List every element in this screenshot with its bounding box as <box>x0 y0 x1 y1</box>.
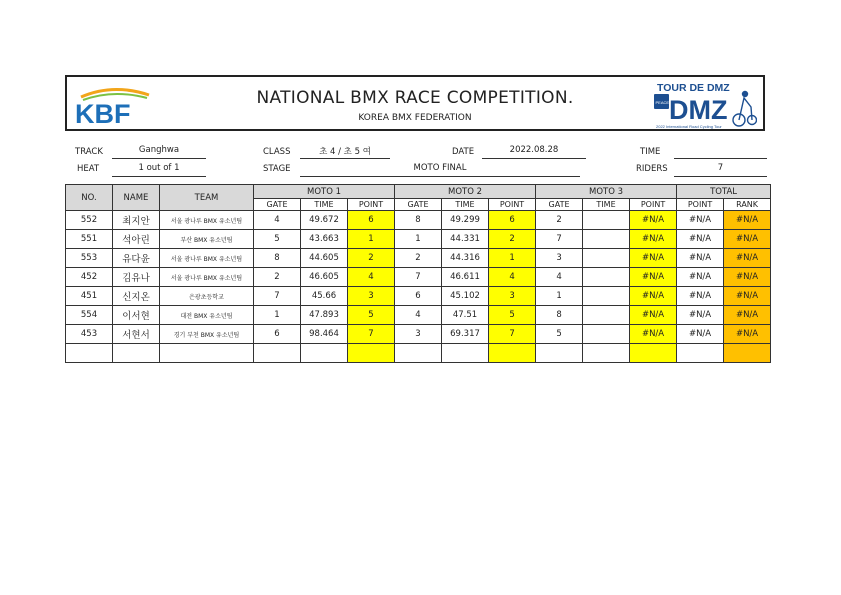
cell-m1-time: 44.605 <box>301 249 348 268</box>
cell-m1-time <box>301 344 348 363</box>
rank-header: RANK <box>724 199 771 211</box>
riders-underline <box>674 176 767 177</box>
cell-m3-gate: 5 <box>536 325 583 344</box>
cell-m3-point <box>630 344 677 363</box>
class-value: 초 4 / 초 5 여 <box>319 147 371 157</box>
cell-no: 552 <box>66 211 113 230</box>
cell-name: 유다윤 <box>113 249 160 268</box>
m2-point-header: POINT <box>489 199 536 211</box>
cell-m3-time <box>583 249 630 268</box>
m1-point-header: POINT <box>348 199 395 211</box>
cell-m2-time: 46.611 <box>442 268 489 287</box>
cell-name: 서현서 <box>113 325 160 344</box>
cell-rank: #N/A <box>724 325 771 344</box>
cell-m1-gate: 8 <box>254 249 301 268</box>
heat-value: 1 out of 1 <box>138 163 180 173</box>
cell-m3-gate: 8 <box>536 306 583 325</box>
cell-name: 이서현 <box>113 306 160 325</box>
moto1-header: MOTO 1 <box>254 185 395 199</box>
cell-m2-point: 3 <box>489 287 536 306</box>
cell-m3-time <box>583 325 630 344</box>
cell-m1-gate: 6 <box>254 325 301 344</box>
riders-label: RIDERS <box>636 164 668 174</box>
cell-m2-time: 45.102 <box>442 287 489 306</box>
stage-label: STAGE <box>263 164 291 174</box>
cell-m3-point: #N/A <box>630 211 677 230</box>
cell-m1-gate: 1 <box>254 306 301 325</box>
cell-m1-gate <box>254 344 301 363</box>
cell-m2-gate: 6 <box>395 287 442 306</box>
cell-team: 경기 부천 BMX 유소년팀 <box>160 325 254 344</box>
time-underline <box>674 158 767 159</box>
cell-rank: #N/A <box>724 306 771 325</box>
date-underline <box>482 158 586 159</box>
cell-team <box>160 344 254 363</box>
table-row <box>66 230 771 249</box>
cell-total-point: #N/A <box>677 230 724 249</box>
cell-m2-gate: 2 <box>395 249 442 268</box>
cell-name: 신지온 <box>113 287 160 306</box>
cell-m1-time: 46.605 <box>301 268 348 287</box>
cell-m3-point: #N/A <box>630 287 677 306</box>
cell-m1-point: 6 <box>348 211 395 230</box>
cell-m3-point: #N/A <box>630 230 677 249</box>
m3-time-header: TIME <box>583 199 630 211</box>
total-header: TOTAL <box>677 185 771 199</box>
tour-de-dmz-logo <box>653 80 757 130</box>
dmz-logo-line2: DMZ <box>669 95 728 125</box>
cell-total-point <box>677 344 724 363</box>
time-label: TIME <box>640 147 661 157</box>
cell-total-point: #N/A <box>677 287 724 306</box>
table-row <box>66 268 771 287</box>
cell-no: 551 <box>66 230 113 249</box>
track-underline <box>112 158 206 159</box>
table-row <box>66 325 771 344</box>
heat-underline <box>112 176 206 177</box>
cell-rank: #N/A <box>724 249 771 268</box>
cell-m1-gate: 4 <box>254 211 301 230</box>
cell-m2-time: 49.299 <box>442 211 489 230</box>
cell-m3-gate: 3 <box>536 249 583 268</box>
cell-m1-point: 2 <box>348 249 395 268</box>
cell-m1-point: 4 <box>348 268 395 287</box>
cell-no: 453 <box>66 325 113 344</box>
cell-m1-time: 43.663 <box>301 230 348 249</box>
cell-rank: #N/A <box>724 211 771 230</box>
cell-rank: #N/A <box>724 268 771 287</box>
cell-team: 대전 BMX 유소년팀 <box>160 306 254 325</box>
dmz-logo-line3: 2022 International Road Cycling Tour <box>656 124 722 129</box>
m2-time-header: TIME <box>442 199 489 211</box>
cell-m2-gate <box>395 344 442 363</box>
col-team-header: TEAM <box>160 185 254 211</box>
m3-gate-header: GATE <box>536 199 583 211</box>
cell-total-point: #N/A <box>677 268 724 287</box>
cell-rank: #N/A <box>724 230 771 249</box>
cell-m2-time: 44.331 <box>442 230 489 249</box>
cell-m1-point: 5 <box>348 306 395 325</box>
cell-m3-point: #N/A <box>630 325 677 344</box>
cell-m3-time <box>583 268 630 287</box>
cell-m3-gate <box>536 344 583 363</box>
cell-no <box>66 344 113 363</box>
cyclist-icon <box>733 92 757 127</box>
cell-team: 은광초등학교 <box>160 287 254 306</box>
cell-m1-point <box>348 344 395 363</box>
cell-m1-point: 7 <box>348 325 395 344</box>
col-name-header: NAME <box>113 185 160 211</box>
cell-total-point: #N/A <box>677 306 724 325</box>
cell-m3-gate: 4 <box>536 268 583 287</box>
cell-total-point: #N/A <box>677 249 724 268</box>
cell-m3-time <box>583 287 630 306</box>
cell-m3-gate: 2 <box>536 211 583 230</box>
cell-m2-time: 69.317 <box>442 325 489 344</box>
cell-m1-time: 49.672 <box>301 211 348 230</box>
stage-underline <box>300 176 580 177</box>
class-underline <box>300 158 390 159</box>
date-value: 2022.08.28 <box>509 145 559 155</box>
table-header-row <box>66 185 771 199</box>
cell-m1-point: 1 <box>348 230 395 249</box>
cell-team: 서울 광나루 BMX 유소년팀 <box>160 249 254 268</box>
cell-no: 451 <box>66 287 113 306</box>
dmz-logo-line1: TOUR DE DMZ <box>657 82 730 94</box>
dmz-logo-badge: PEACE <box>655 100 670 105</box>
cell-m1-gate: 7 <box>254 287 301 306</box>
cell-m1-time: 47.893 <box>301 306 348 325</box>
cell-no: 554 <box>66 306 113 325</box>
m1-time-header: TIME <box>301 199 348 211</box>
cell-m2-gate: 7 <box>395 268 442 287</box>
col-no-header: NO. <box>66 185 113 211</box>
m1-gate-header: GATE <box>254 199 301 211</box>
cell-m2-point: 6 <box>489 211 536 230</box>
stage-value: MOTO FINAL <box>413 163 467 173</box>
table-row <box>66 211 771 230</box>
cell-m3-point: #N/A <box>630 249 677 268</box>
cell-rank <box>724 344 771 363</box>
cell-name: 석아린 <box>113 230 160 249</box>
cell-total-point: #N/A <box>677 325 724 344</box>
moto2-header: MOTO 2 <box>395 185 536 199</box>
cell-m2-point <box>489 344 536 363</box>
table-row <box>66 287 771 306</box>
cell-m2-gate: 8 <box>395 211 442 230</box>
table-row <box>66 249 771 268</box>
cell-m2-point: 7 <box>489 325 536 344</box>
header-box <box>65 75 765 131</box>
kbf-logo-text: KBF <box>75 99 131 125</box>
heat-label: HEAT <box>77 164 100 174</box>
riders-value: 7 <box>717 163 724 173</box>
table-row-empty <box>66 344 771 363</box>
cell-no: 452 <box>66 268 113 287</box>
m3-point-header: POINT <box>630 199 677 211</box>
cell-m1-gate: 2 <box>254 268 301 287</box>
m2-gate-header: GATE <box>395 199 442 211</box>
cell-m1-time: 98.464 <box>301 325 348 344</box>
cell-m2-time: 47.51 <box>442 306 489 325</box>
cell-total-point: #N/A <box>677 211 724 230</box>
results-table <box>65 184 771 363</box>
cell-team: 서울 광나루 BMX 유소년팀 <box>160 268 254 287</box>
table-body <box>66 211 771 363</box>
page-title: NATIONAL BMX RACE COMPETITION. <box>256 88 574 108</box>
date-label: DATE <box>452 147 475 157</box>
cell-m3-point: #N/A <box>630 306 677 325</box>
cell-name: 김유나 <box>113 268 160 287</box>
table-row <box>66 306 771 325</box>
cell-m2-gate: 3 <box>395 325 442 344</box>
moto3-header: MOTO 3 <box>536 185 677 199</box>
track-value: Ganghwa <box>138 145 180 155</box>
cell-m2-point: 5 <box>489 306 536 325</box>
cell-m2-point: 2 <box>489 230 536 249</box>
cell-m3-point: #N/A <box>630 268 677 287</box>
cell-m2-time: 44.316 <box>442 249 489 268</box>
cell-m2-gate: 1 <box>395 230 442 249</box>
cell-m3-gate: 7 <box>536 230 583 249</box>
cell-m3-gate: 1 <box>536 287 583 306</box>
cell-m2-time <box>442 344 489 363</box>
cell-rank: #N/A <box>724 287 771 306</box>
page-subtitle: KOREA BMX FEDERATION <box>358 113 472 123</box>
cell-name <box>113 344 160 363</box>
cell-m1-point: 3 <box>348 287 395 306</box>
total-point-header: POINT <box>677 199 724 211</box>
cell-m3-time <box>583 306 630 325</box>
class-label: CLASS <box>263 147 291 157</box>
track-label: TRACK <box>75 147 103 157</box>
cell-m1-time: 45.66 <box>301 287 348 306</box>
cell-m3-time <box>583 230 630 249</box>
cell-team: 부산 BMX 유소년팀 <box>160 230 254 249</box>
cell-m2-point: 1 <box>489 249 536 268</box>
cell-m3-time <box>583 344 630 363</box>
cell-m3-time <box>583 211 630 230</box>
cell-m1-gate: 5 <box>254 230 301 249</box>
cell-m2-point: 4 <box>489 268 536 287</box>
cell-no: 553 <box>66 249 113 268</box>
cell-name: 최지안 <box>113 211 160 230</box>
cell-team: 서울 광나루 BMX 유소년팀 <box>160 211 254 230</box>
cell-m2-gate: 4 <box>395 306 442 325</box>
